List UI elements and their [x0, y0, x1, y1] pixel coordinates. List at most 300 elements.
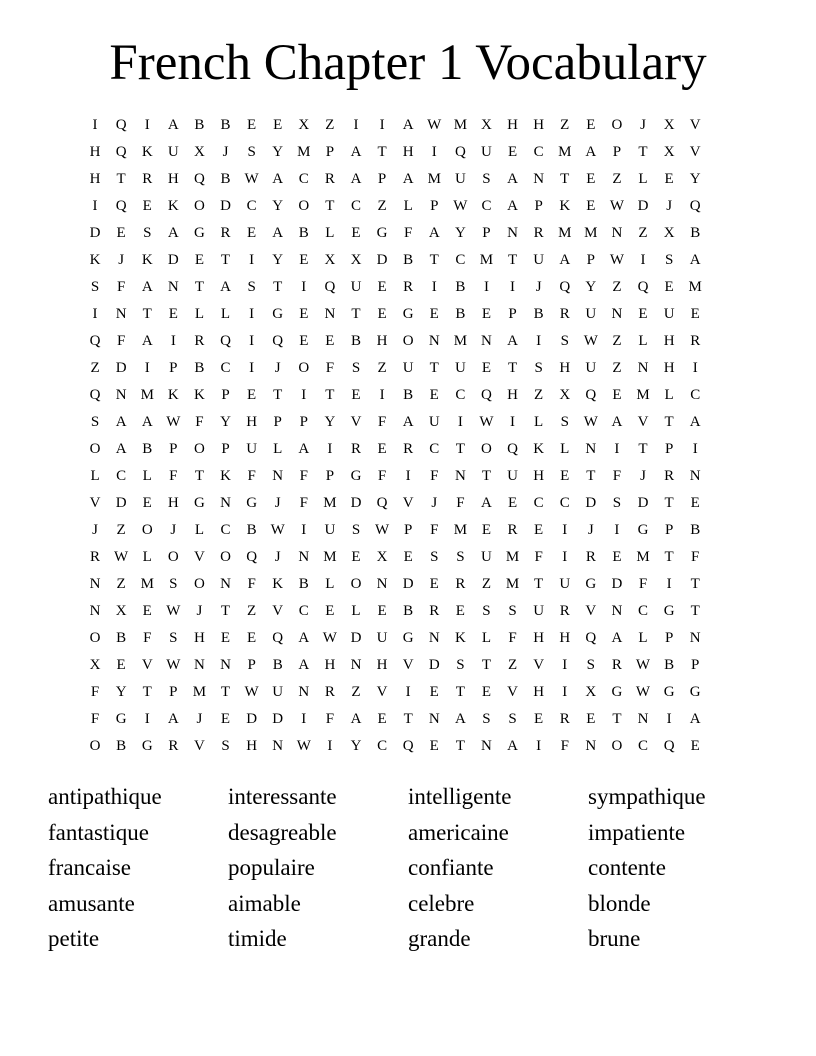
grid-letter: I [536, 738, 542, 754]
grid-letter: L [638, 171, 648, 187]
grid-row [82, 679, 734, 706]
grid-letter: B [533, 306, 544, 322]
grid-letter: R [559, 603, 570, 619]
grid-letter: F [325, 711, 335, 727]
grid-letter: J [274, 549, 281, 565]
grid-letter: X [298, 117, 310, 133]
grid-letter: O [89, 630, 101, 646]
grid-letter: R [324, 171, 335, 187]
grid-letter: W [244, 171, 259, 187]
grid-letter: T [220, 603, 231, 619]
grid-letter: D [115, 495, 127, 511]
grid-letter: P [691, 657, 700, 673]
grid-letter: E [586, 711, 596, 727]
grid-letter: A [141, 414, 153, 430]
grid-letter: S [560, 414, 569, 430]
grid-row [82, 625, 734, 652]
grid-letter: L [90, 468, 100, 484]
grid-letter: M [636, 549, 650, 565]
grid-letter: E [247, 387, 257, 403]
grid-letter: L [220, 306, 231, 322]
grid-letter: E [142, 198, 152, 214]
grid-letter: X [194, 144, 205, 160]
grid-letter: J [431, 495, 438, 511]
grid-letter: I [144, 360, 150, 376]
grid-letter: T [664, 414, 674, 430]
word-bank-item: contente [588, 855, 666, 881]
grid-letter: N [220, 576, 231, 592]
grid-letter: N [611, 225, 623, 241]
grid-letter: F [612, 468, 622, 484]
grid-letter: F [143, 630, 152, 646]
grid-letter: V [637, 414, 649, 430]
grid-letter: F [404, 225, 413, 241]
grid-letter: G [689, 684, 701, 700]
grid-letter: T [325, 198, 335, 214]
grid-letter: Q [246, 549, 258, 565]
grid-letter: Q [481, 387, 492, 403]
grid-letter: W [635, 657, 651, 673]
grid-letter: U [481, 144, 492, 160]
grid-letter: C [220, 522, 231, 538]
grid-letter: I [249, 360, 255, 376]
grid-letter: Z [638, 225, 648, 241]
word-bank-item: grande [408, 926, 471, 952]
grid-letter: T [507, 252, 518, 268]
grid-letter: Z [247, 603, 257, 619]
grid-letter: F [116, 333, 126, 349]
grid-letter: V [350, 414, 362, 430]
grid-letter: I [405, 468, 411, 484]
grid-letter: W [166, 657, 181, 673]
page-title: French Chapter 1 Vocabulary [109, 35, 707, 91]
grid-letter: R [90, 549, 101, 565]
grid-letter: U [246, 441, 258, 457]
grid-letter: N [220, 495, 231, 511]
grid-letter: H [167, 495, 179, 511]
grid-letter: U [663, 306, 675, 322]
grid-letter: E [690, 738, 700, 754]
grid-letter: O [194, 198, 205, 214]
grid-letter: A [689, 711, 701, 727]
grid-letter: Z [507, 657, 518, 673]
grid-letter: T [116, 171, 126, 187]
word-bank-item: sympathique [588, 784, 706, 809]
grid-letter: I [379, 387, 385, 403]
grid-letter: I [249, 306, 255, 322]
grid-letter: H [533, 468, 545, 484]
grid-letter: F [247, 576, 256, 592]
grid-letter: H [559, 630, 571, 646]
grid-letter: T [325, 387, 335, 403]
grid-letter: X [663, 144, 675, 160]
grid-letter: A [507, 171, 518, 187]
grid-letter: F [247, 468, 256, 484]
grid-row [82, 652, 734, 679]
grid-letter: D [220, 198, 231, 214]
grid-letter: T [638, 144, 648, 160]
grid-letter: S [534, 360, 543, 376]
grid-letter: T [142, 684, 152, 700]
grid-letter: L [664, 387, 674, 403]
grid-letter: I [301, 711, 307, 727]
grid-letter: R [507, 522, 518, 538]
grid-letter: I [92, 198, 98, 214]
grid-letter: I [692, 360, 698, 376]
grid-letter: E [612, 549, 622, 565]
grid-letter: D [637, 198, 649, 214]
grid-letter: J [170, 522, 177, 538]
grid-letter: E [638, 306, 648, 322]
grid-letter: O [350, 576, 362, 592]
grid-letter: W [244, 684, 259, 700]
grid-letter: C [690, 387, 701, 403]
grid-letter: Z [116, 576, 126, 592]
grid-letter: B [220, 171, 231, 187]
grid-letter: U [454, 360, 466, 376]
grid-letter: M [140, 576, 154, 592]
grid-letter: I [666, 576, 672, 592]
grid-letter: W [322, 630, 337, 646]
grid-letter: E [377, 441, 387, 457]
grid-letter: E [194, 252, 204, 268]
grid-letter: P [221, 441, 230, 457]
grid-letter: T [220, 684, 231, 700]
grid-letter: Q [324, 279, 336, 295]
grid-letter: P [221, 387, 230, 403]
grid-letter: M [479, 252, 494, 268]
grid-letter: F [169, 468, 178, 484]
grid-letter: A [298, 441, 310, 457]
grid-letter: H [559, 360, 571, 376]
grid-letter: W [296, 738, 311, 754]
grid-letter: U [272, 684, 284, 700]
grid-letter: F [456, 495, 465, 511]
grid-letter: L [534, 414, 544, 430]
grid-letter: A [689, 414, 701, 430]
grid-letter: U [585, 360, 597, 376]
grid-letter: B [272, 657, 283, 673]
grid-letter: G [194, 495, 205, 511]
grid-letter: Q [585, 630, 597, 646]
grid-letter: U [324, 522, 336, 538]
grid-letter: N [481, 333, 492, 349]
grid-letter: O [194, 441, 205, 457]
grid-letter: F [691, 549, 700, 565]
grid-letter: C [481, 198, 492, 214]
grid-letter: V [507, 684, 518, 700]
grid-letter: G [350, 468, 362, 484]
grid-letter: X [350, 252, 362, 268]
grid-letter: N [167, 279, 179, 295]
grid-letter: E [690, 495, 700, 511]
grid-letter: W [374, 522, 390, 538]
grid-letter: Q [637, 279, 649, 295]
grid-letter: N [611, 603, 623, 619]
grid-letter: A [350, 144, 362, 160]
grid-letter: M [140, 387, 154, 403]
grid-letter: U [402, 360, 414, 376]
grid-letter: Z [534, 387, 544, 403]
word-bank-item: americaine [408, 819, 509, 845]
grid-letter: E [116, 657, 126, 673]
grid-letter: D [89, 225, 101, 241]
grid-letter: E [586, 117, 596, 133]
grid-letter: M [323, 549, 337, 565]
grid-letter: E [429, 738, 439, 754]
grid-letter: I [536, 333, 542, 349]
grid-row [82, 274, 734, 301]
grid-letter: I [92, 117, 98, 133]
grid-letter: Z [90, 360, 100, 376]
grid-letter: T [560, 171, 570, 187]
grid-letter: H [89, 144, 101, 160]
grid-letter: F [508, 630, 517, 646]
grid-letter: H [663, 360, 675, 376]
grid-letter: I [562, 657, 568, 673]
grid-letter: V [89, 495, 101, 511]
grid-row [82, 409, 734, 436]
word-bank-item: petite [48, 926, 100, 952]
grid-letter: U [376, 630, 388, 646]
grid-letter: W [166, 414, 181, 430]
grid-letter: R [559, 306, 570, 322]
grid-letter: A [350, 171, 362, 187]
grid-letter: S [508, 711, 517, 727]
grid-letter: E [481, 306, 492, 322]
grid-letter: L [325, 576, 335, 592]
grid-letter: J [92, 522, 98, 538]
grid-letter: N [350, 657, 362, 673]
grid-letter: Q [663, 738, 675, 754]
grid-letter: E [220, 711, 231, 727]
grid-letter: G [402, 630, 414, 646]
grid-letter: A [585, 144, 597, 160]
grid-letter: U [507, 468, 518, 484]
letter-grid [82, 112, 734, 760]
grid-letter: N [611, 306, 623, 322]
grid-letter: N [89, 576, 101, 592]
grid-letter: S [430, 549, 439, 565]
grid-letter: E [351, 549, 361, 565]
grid-letter: H [324, 657, 336, 673]
grid-letter: T [690, 603, 700, 619]
grid-letter: A [559, 252, 571, 268]
grid-letter: E [247, 630, 257, 646]
grid-letter: T [481, 468, 492, 484]
grid-letter: R [559, 711, 570, 727]
grid-letter: K [533, 441, 545, 457]
grid-letter: T [612, 711, 622, 727]
grid-letter: N [481, 738, 492, 754]
grid-letter: E [377, 306, 387, 322]
grid-letter: A [428, 225, 440, 241]
grid-letter: Z [116, 522, 126, 538]
grid-letter: S [247, 279, 256, 295]
grid-letter: M [453, 117, 468, 133]
grid-letter: P [169, 360, 178, 376]
grid-letter: O [167, 549, 179, 565]
grid-letter: I [327, 738, 333, 754]
grid-letter: T [534, 576, 544, 592]
grid-letter: Z [612, 333, 622, 349]
grid-letter: E [377, 603, 387, 619]
grid-letter: D [428, 657, 440, 673]
grid-letter: S [143, 225, 152, 241]
grid-letter: I [327, 441, 333, 457]
grid-letter: V [689, 144, 701, 160]
grid-letter: E [429, 387, 439, 403]
grid-letter: I [301, 522, 307, 538]
grid-letter: P [299, 414, 308, 430]
grid-letter: C [116, 468, 127, 484]
grid-letter: E [299, 306, 309, 322]
grid-letter: B [194, 117, 205, 133]
grid-letter: K [167, 387, 179, 403]
grid-letter: S [482, 603, 491, 619]
grid-letter: E [560, 468, 570, 484]
grid-letter: T [586, 468, 596, 484]
grid-letter: I [562, 684, 568, 700]
grid-letter: B [246, 522, 257, 538]
grid-letter: O [402, 333, 414, 349]
grid-letter: W [609, 198, 624, 214]
grid-letter: J [274, 495, 281, 511]
grid-letter: Y [350, 738, 362, 754]
grid-letter: E [116, 225, 126, 241]
grid-letter: P [508, 306, 517, 322]
grid-letter: W [635, 684, 651, 700]
grid-letter: X [663, 117, 675, 133]
word-bank-item: populaire [228, 855, 315, 881]
grid-letter: Y [689, 171, 701, 187]
grid-letter: Y [454, 225, 466, 241]
grid-letter: T [351, 306, 361, 322]
grid-letter: I [301, 279, 307, 295]
grid-letter: T [455, 738, 465, 754]
grid-letter: A [141, 333, 153, 349]
word-bank [48, 779, 768, 957]
grid-letter: M [558, 225, 572, 241]
grid-row [82, 490, 734, 517]
grid-letter: J [196, 603, 203, 619]
grid-letter: F [299, 468, 308, 484]
grid-letter: S [664, 252, 674, 268]
grid-letter: A [167, 117, 179, 133]
grid-letter: E [403, 549, 413, 565]
grid-letter: Q [689, 198, 701, 214]
grid-letter: T [377, 144, 387, 160]
grid-letter: Z [612, 279, 622, 295]
grid-letter: I [666, 711, 672, 727]
grid-letter: O [220, 549, 231, 565]
grid-letter: R [220, 225, 231, 241]
grid-row [82, 517, 734, 544]
grid-letter: S [221, 738, 230, 754]
grid-letter: U [533, 603, 545, 619]
grid-letter: Q [559, 279, 571, 295]
grid-letter: F [430, 468, 439, 484]
grid-letter: D [350, 495, 362, 511]
grid-row [82, 706, 734, 733]
grid-letter: Z [560, 117, 570, 133]
grid-letter: W [453, 198, 468, 214]
grid-letter: J [666, 198, 673, 214]
grid-letter: S [586, 657, 595, 673]
grid-letter: A [167, 225, 179, 241]
grid-letter: L [194, 522, 204, 538]
grid-letter: U [428, 414, 440, 430]
grid-letter: G [141, 738, 153, 754]
grid-letter: L [638, 630, 648, 646]
grid-letter: A [298, 657, 310, 673]
word-bank-item: brune [588, 926, 641, 952]
grid-letter: E [429, 306, 439, 322]
grid-letter: A [167, 711, 179, 727]
grid-letter: I [249, 333, 255, 349]
grid-letter: P [169, 441, 178, 457]
grid-letter: Z [481, 576, 492, 592]
grid-letter: Q [115, 198, 127, 214]
grid-letter: H [246, 414, 258, 430]
grid-letter: K [272, 576, 284, 592]
grid-letter: T [429, 252, 439, 268]
grid-letter: A [350, 711, 362, 727]
grid-letter: G [611, 684, 623, 700]
grid-letter: D [167, 252, 179, 268]
grid-letter: E [220, 630, 231, 646]
grid-letter: D [115, 360, 127, 376]
grid-letter: V [376, 684, 388, 700]
grid-letter: S [560, 333, 569, 349]
grid-letter: I [301, 387, 307, 403]
grid-letter: M [427, 171, 441, 187]
grid-letter: I [92, 306, 98, 322]
grid-letter: Q [272, 333, 284, 349]
grid-letter: I [692, 441, 698, 457]
grid-letter: A [454, 711, 466, 727]
grid-letter: I [640, 252, 646, 268]
grid-letter: H [533, 684, 545, 700]
grid-letter: C [533, 495, 544, 511]
grid-letter: H [376, 333, 388, 349]
grid-letter: B [116, 738, 127, 754]
grid-letter: L [638, 333, 648, 349]
grid-letter: E [247, 225, 257, 241]
grid-letter: L [403, 198, 413, 214]
grid-letter: R [690, 333, 701, 349]
grid-letter: O [611, 738, 623, 754]
grid-letter: Z [351, 684, 361, 700]
grid-letter: T [194, 468, 204, 484]
grid-letter: W [114, 549, 129, 565]
grid-letter: C [533, 144, 544, 160]
grid-letter: O [611, 117, 623, 133]
grid-letter: E [664, 171, 674, 187]
grid-letter: L [560, 441, 570, 457]
grid-letter: C [429, 441, 440, 457]
grid-letter: V [141, 657, 153, 673]
grid-letter: R [168, 738, 179, 754]
grid-letter: Q [89, 333, 101, 349]
grid-letter: U [559, 576, 571, 592]
grid-letter: E [377, 279, 387, 295]
grid-letter: H [194, 630, 205, 646]
grid-letter: E [142, 495, 152, 511]
grid-letter: Y [272, 252, 284, 268]
grid-letter: A [402, 117, 414, 133]
grid-letter: M [558, 144, 572, 160]
